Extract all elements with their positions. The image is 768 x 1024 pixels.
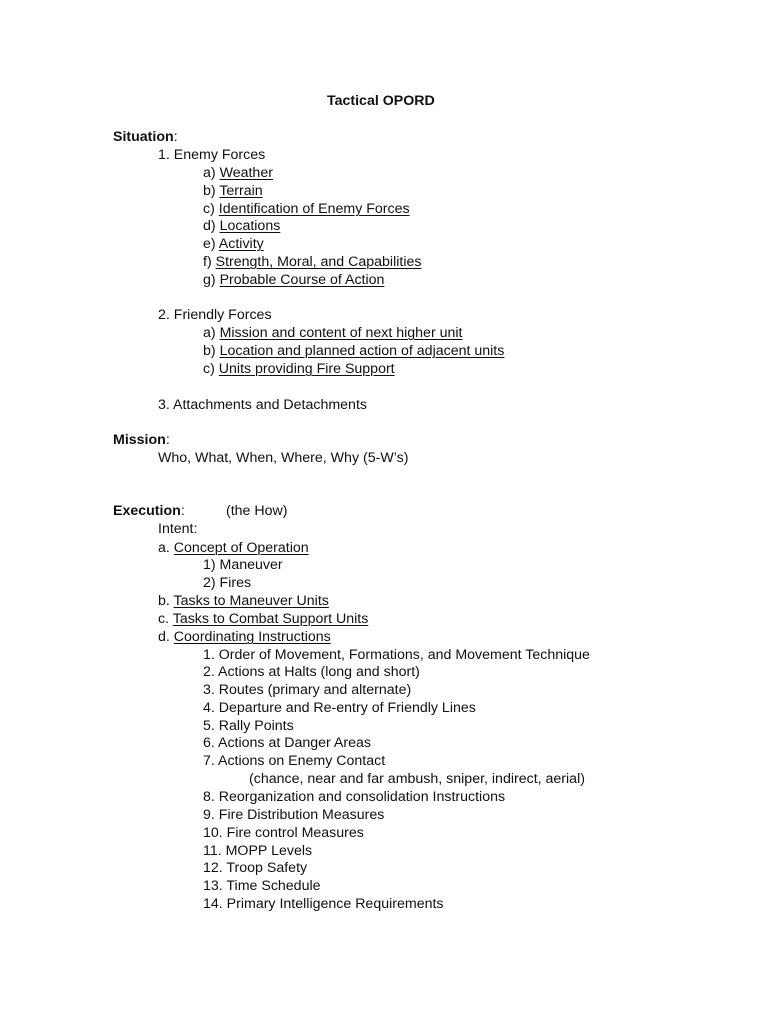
coordinating-item: 3. Routes (primary and alternate): [203, 682, 412, 698]
mission-heading: Mission:: [113, 432, 170, 448]
tasks-to-combat-support-units: c. Tasks to Combat Support Units: [158, 611, 369, 627]
tasks-to-maneuver-units: b. Tasks to Maneuver Units: [158, 593, 329, 609]
concept-of-operation: a. Concept of Operation: [158, 540, 309, 556]
concept-item-maneuver: 1) Maneuver: [203, 557, 283, 573]
friendly-item-adjacent-units: b) Location and planned action of adjacent units: [203, 343, 505, 359]
coordinating-item: 13. Time Schedule: [203, 878, 321, 894]
coordinating-item: 4. Departure and Re-entry of Friendly Lines: [203, 700, 476, 716]
attachments-label: 3. Attachments and Detachments: [158, 397, 367, 413]
coordinating-item: 1. Order of Movement, Formations, and Movement Technique: [203, 647, 590, 663]
coordinating-instructions: d. Coordinating Instructions: [158, 629, 331, 645]
enemy-item-strength: f) Strength, Moral, and Capabilities: [203, 254, 422, 270]
concept-item-fires: 2) Fires: [203, 575, 252, 591]
coordinating-item-detail: (chance, near and far ambush, sniper, indirect, aerial): [249, 771, 585, 787]
coordinating-item: 12. Troop Safety: [203, 860, 308, 876]
coordinating-item: 7. Actions on Enemy Contact: [203, 753, 386, 769]
coordinating-item: 14. Primary Intelligence Requirements: [203, 896, 444, 912]
enemy-forces-label: 1. Enemy Forces: [158, 147, 266, 163]
enemy-item-locations: d) Locations: [203, 218, 281, 234]
coordinating-item: 9. Fire Distribution Measures: [203, 807, 385, 823]
coordinating-item: 8. Reorganization and consolidation Instructions: [203, 789, 506, 805]
situation-heading: Situation:: [113, 129, 178, 145]
friendly-item-fire-support: c) Units providing Fire Support: [203, 361, 395, 377]
friendly-forces-label: 2. Friendly Forces: [158, 307, 272, 323]
enemy-item-activity: e) Activity: [203, 236, 264, 252]
coordinating-item: 11. MOPP Levels: [203, 843, 313, 859]
coordinating-item: 5. Rally Points: [203, 718, 294, 734]
enemy-item-terrain: b) Terrain: [203, 183, 263, 199]
coordinating-item: 10. Fire control Measures: [203, 825, 364, 841]
execution-heading: Execution:: [113, 503, 185, 519]
enemy-item-identification: c) Identification of Enemy Forces: [203, 201, 410, 217]
coordinating-item: 2. Actions at Halts (long and short): [203, 664, 420, 680]
coordinating-item: 6. Actions at Danger Areas: [203, 735, 371, 751]
enemy-item-weather: a) Weather: [203, 165, 273, 181]
execution-note: (the How): [226, 503, 288, 519]
document-title: Tactical OPORD: [327, 93, 435, 109]
intent-label: Intent:: [158, 521, 198, 537]
enemy-item-course-of-action: g) Probable Course of Action: [203, 272, 385, 288]
friendly-item-mission: a) Mission and content of next higher unit: [203, 325, 463, 341]
mission-text: Who, What, When, Where, Why (5-W’s): [158, 450, 409, 466]
